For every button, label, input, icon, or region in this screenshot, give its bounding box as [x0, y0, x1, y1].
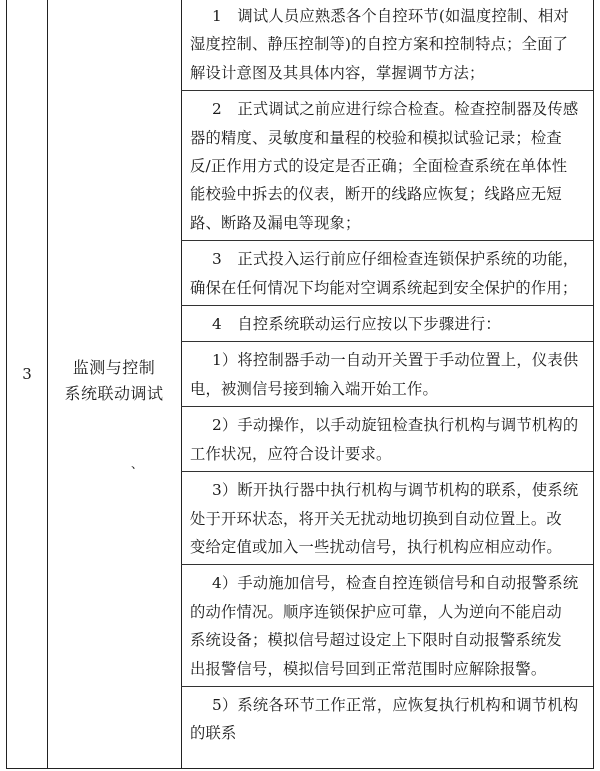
paragraph-line: 湿度控制、静压控制等)的自控方案和控制特点；全面了	[190, 35, 569, 54]
paragraph-line: 3）断开执行器中执行机构与调节机构的联系，使系统	[212, 481, 579, 500]
paragraph-line: 2 正式调试之前应进行综合检查。检查控制器及传感	[212, 100, 579, 119]
requirement-paragraph	[181, 0, 593, 90]
paragraph-line: 2）手动操作，以手动旋钮检查执行机构与调节机构的	[212, 416, 579, 435]
requirement-paragraph	[181, 90, 593, 240]
paragraph-line: 1）将控制器手动一自动开关置于手动位置上，仪表供	[212, 351, 579, 370]
requirement-paragraph	[181, 471, 593, 564]
paragraph-line: 工作状况，应符合设计要求。	[190, 444, 392, 463]
paragraph-line: 出报警信号，模拟信号回到正常范围时应解除报警。	[190, 659, 547, 678]
paragraph-line: 解设计意图及其具体内容，掌握调节方法；	[190, 63, 485, 82]
paragraph-line: 路、断路及漏电等现象；	[190, 213, 361, 232]
item-name-line-1: 监测与控制	[72, 358, 156, 377]
spec-table	[6, 0, 594, 769]
paragraph-line: 电，被测信号接到输入端开始工作。	[190, 379, 438, 398]
paragraph-line: 4）手动施加信号，检查自控连锁信号和自动报警系统	[212, 574, 579, 593]
row-number: 3	[22, 365, 32, 383]
requirement-paragraph	[181, 406, 593, 471]
paragraph-line: 的动作情况。顺序连锁保护应可靠，人为逆向不能启动	[190, 602, 562, 621]
item-name	[47, 355, 181, 407]
paragraph-line: 反/正作用方式的设定是否正确；全面检查系统在单体性	[190, 157, 568, 176]
requirement-paragraph	[181, 564, 593, 686]
item-name-line-2: 系统联动调试	[64, 384, 164, 403]
stray-mark: 、	[131, 457, 144, 471]
paragraph-line: 4 自控系统联动运行应按以下步骤进行：	[212, 315, 501, 334]
requirement-paragraph	[181, 240, 593, 305]
requirements-content	[181, 0, 593, 751]
requirement-paragraph	[181, 341, 593, 406]
requirement-paragraph	[181, 305, 593, 341]
paragraph-line: 能校验中拆去的仪表，断开的线路应恢复；线路应无短	[190, 185, 562, 204]
paragraph-line: 变给定值或加入一些扰动信号，执行机构应相应动作。	[190, 537, 562, 556]
paragraph-line: 5）系统各环节工作正常，应恢复执行机构和调节机构	[212, 695, 579, 714]
paragraph-line: 1 调试人员应熟悉各个自控环节(如温度控制、相对	[212, 7, 570, 25]
paragraph-line: 的联系	[190, 724, 237, 743]
paragraph-line: 处于开环状态，将开关无扰动地切换到自动位置上。改	[190, 509, 562, 528]
requirement-paragraph	[181, 686, 593, 751]
paragraph-line: 器的精度、灵敏度和量程的校验和模拟试验记录；检查	[190, 128, 562, 147]
paragraph-line: 3 正式投入运行前应仔细检查连锁保护系统的功能，	[212, 250, 579, 269]
paragraph-line: 确保在任何情况下均能对空调系统起到安全保护的作用；	[190, 278, 578, 297]
paragraph-line: 系统设备；模拟信号超过设定上下限时自动报警系统发	[190, 631, 562, 650]
